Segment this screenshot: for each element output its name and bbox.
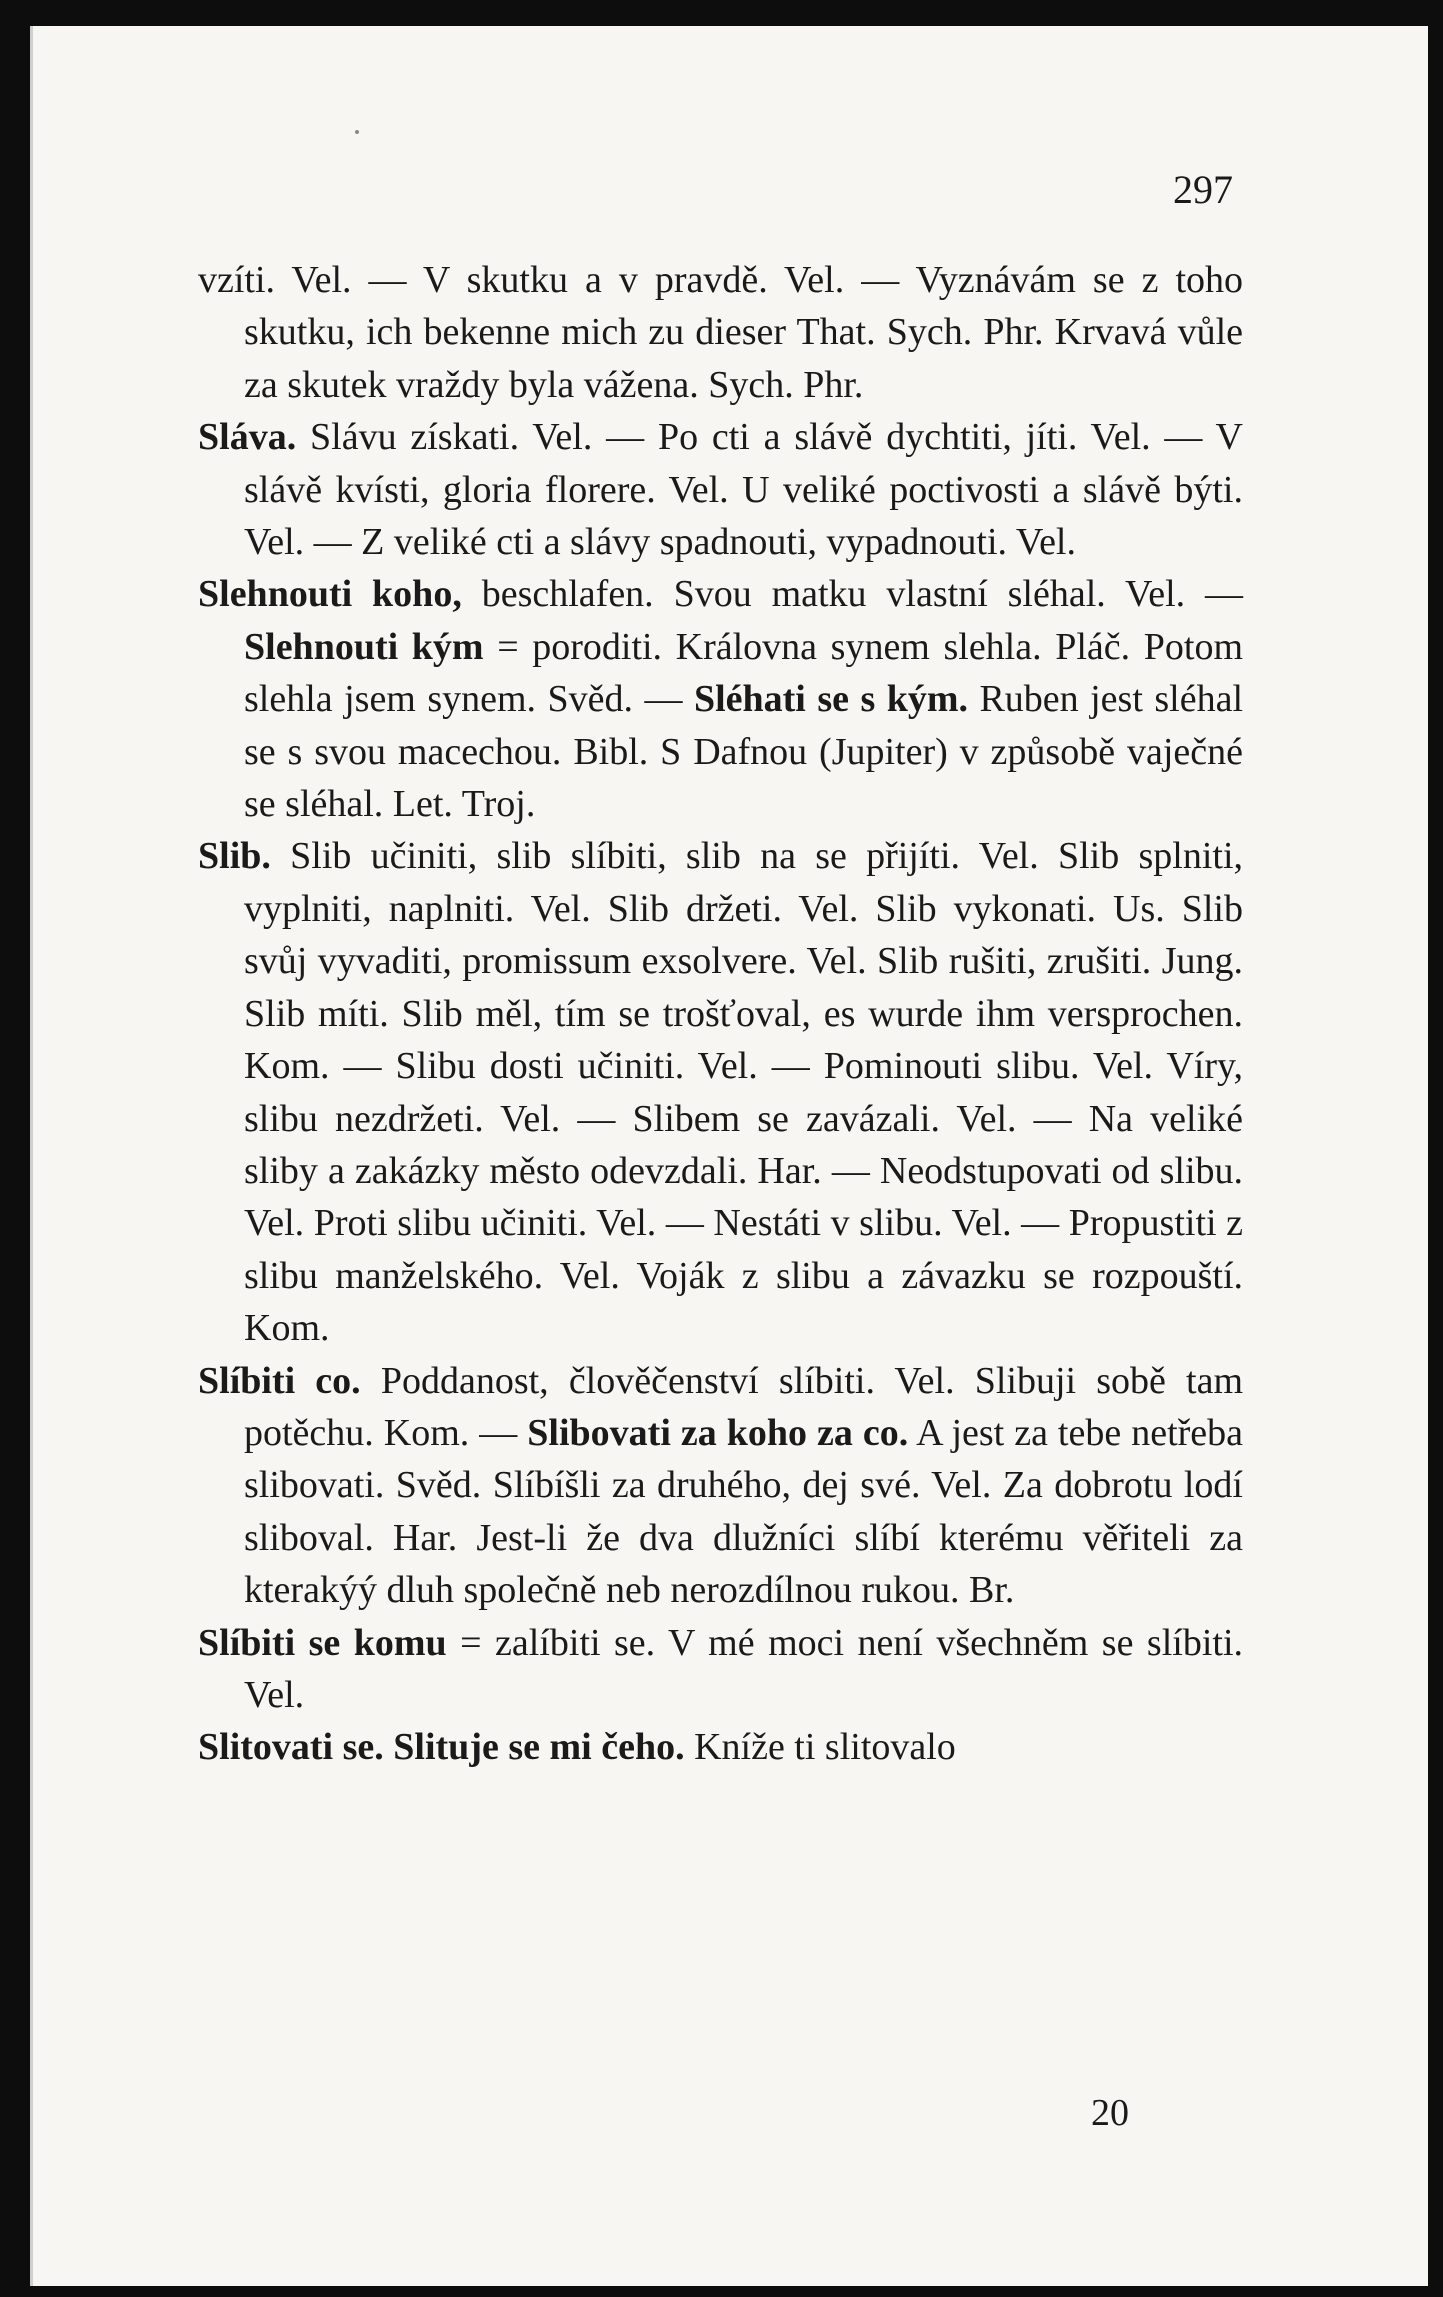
entry-slibiti-se <box>198 1617 1243 1722</box>
entry-slitovati <box>198 1721 1243 1773</box>
entry-text: Slávu získati. Vel. — Po cti a slávě dychtiti, jíti. Vel. — V slávě kvísti, gloria florere. Vel. U veliké poctivosti a slávě býti. Vel. — Z veliké cti a slávy spadnouti, vypadnouti. Vel. <box>244 416 1243 564</box>
entry-text: beschlafen. Svou matku vlastní sléhal. Vel. — <box>481 573 1244 616</box>
sub-headword: Slehnouti kým <box>244 625 484 668</box>
entry-text: Ruben jest sléhal se s svou macechou. Bibl. S Dafnou (Jupiter) v způsobě vaječné se sléhal. Let. Troj. <box>244 678 1243 826</box>
headword: Slitovati se. <box>198 1726 384 1769</box>
headword: Slíbiti co. <box>198 1359 361 1402</box>
signature-mark: 20 <box>1091 2092 1129 2134</box>
headword: Slehnouti koho, <box>198 573 462 616</box>
paper-speck <box>355 130 359 134</box>
entry-text: vzíti. Vel. — V skutku a v pravdě. Vel. — Vyznávám se z toho skutku, ich bekenne mich zu dieser That. Sych. Phr. Krvavá vůle za skutek vraždy byla vážena. Sych. Phr. <box>198 259 1243 406</box>
entry-continuation <box>198 254 1243 411</box>
headword: Slíbiti se komu <box>198 1621 447 1664</box>
headword: Slib. <box>198 835 271 878</box>
entry-slehnouti <box>198 568 1243 830</box>
sub-headword: Slituje se mi čeho. <box>393 1726 685 1769</box>
entry-text: Slib učiniti, slib slíbiti, slib na se přijíti. Vel. Slib splniti, vyplniti, naplniti. Vel. Slib držeti. Vel. Slib vykonati. Us. Slib svůj vyvaditi, promissum exsolvere. Vel. Slib rušiti, zrušiti. Jung. Slib míti. Slib měl, tím se trošťoval, es wurde ihm versprochen. Kom. — Slibu dosti učiniti. Vel. — Pominouti slibu. Vel. Víry, slibu nezdržeti. Vel. — Slibem se zavázali. Vel. — Na veliké sliby a zakázky město odevzdali. Har. — Neodstupovati od slibu. Vel. Proti slibu učiniti. Vel. — Nestáti v slibu. Vel. — Propustiti z slibu manželského. Vel. Voják z slibu a závazku se rozpouští. Kom. <box>244 835 1243 1350</box>
sub-headword: Slibovati za koho za co. <box>527 1411 909 1454</box>
sub-headword: Sléhati se s kým. <box>693 678 968 721</box>
entry-slib <box>198 830 1243 1354</box>
page-number: 297 <box>1173 167 1233 212</box>
entry-text: = poroditi. Královna synem slehla. Pláč. Potom slehla jsem synem. Svěd. — <box>244 625 1243 721</box>
book-page <box>30 26 1428 2286</box>
entry-text: Poddanost, člověčenství slíbiti. Vel. Slibuji sobě tam potěchu. Kom. — <box>244 1359 1243 1454</box>
entry-slibiti <box>198 1355 1243 1617</box>
headword: Sláva. <box>198 416 297 459</box>
entry-slava <box>198 411 1243 568</box>
entry-text: = zalíbiti se. V mé moci není všechněm se slíbiti. Vel. <box>244 1621 1244 1716</box>
entry-text: Kníže ti slitovalo <box>694 1726 956 1769</box>
entry-text: A jest za tebe netřeba slibovati. Svěd. Slíbíšli za druhého, dej své. Vel. Za dobrotu lodí slibоval. Har. Jest-li že dva dlužníci slíbí kterému věřiteli za kterakýý dluh společně neb nerozdílnou rukou. Br. <box>244 1411 1244 1612</box>
dictionary-text <box>198 254 1243 1774</box>
